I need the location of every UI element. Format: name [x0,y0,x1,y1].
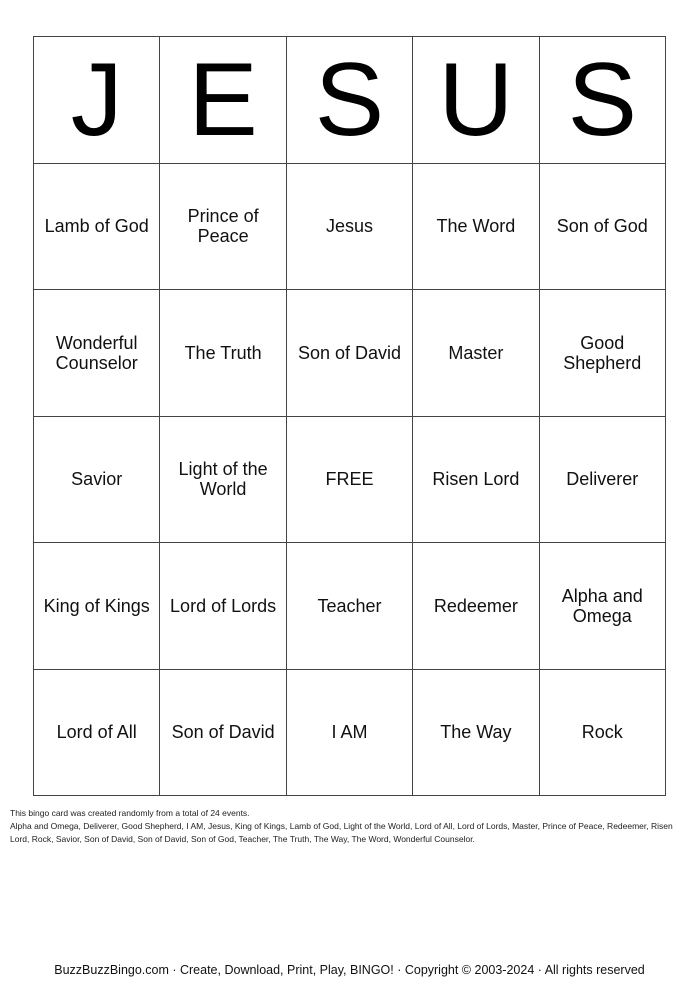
bingo-cell: Master [413,290,539,417]
bingo-cell: The Truth [160,290,286,417]
page-footer: BuzzBuzzBingo.com · Create, Download, Print, Play, BINGO! · Copyright © 2003-2024 · All rights reserved [54,963,645,977]
bingo-cell: Wonderful Counselor [34,290,160,417]
card-notes [10,807,690,846]
bingo-cell: Son of David [160,670,286,797]
bingo-cell: Son of God [540,164,666,291]
bingo-cell: Prince of Peace [160,164,286,291]
header-letter-s: S [287,37,413,164]
bingo-cell: Light of the World [160,417,286,544]
bingo-cell: Alpha and Omega [540,543,666,670]
free-space-cell: FREE [287,417,413,544]
bingo-cell: Risen Lord [413,417,539,544]
bingo-cell: Rock [540,670,666,797]
bingo-cell: Teacher [287,543,413,670]
bingo-cell: King of Kings [34,543,160,670]
notes-summary: This bingo card was created randomly from a total of 24 events. [10,808,250,818]
bingo-cell: The Word [413,164,539,291]
bingo-cell: Son of David [287,290,413,417]
bingo-cell: Lord of Lords [160,543,286,670]
bingo-cell: Savior [34,417,160,544]
bingo-cell: Deliverer [540,417,666,544]
bingo-cell: Lord of All [34,670,160,797]
header-letter-s-2: S [540,37,666,164]
header-letter-j: J [34,37,160,164]
header-letter-u: U [413,37,539,164]
header-letter-e: E [160,37,286,164]
bingo-cell: Redeemer [413,543,539,670]
bingo-cell: Lamb of God [34,164,160,291]
bingo-cell: Jesus [287,164,413,291]
bingo-cell: I AM [287,670,413,797]
bingo-cell: Good Shepherd [540,290,666,417]
notes-events-list: Alpha and Omega, Deliverer, Good Shepherd, I AM, Jesus, King of Kings, Lamb of God, Light of the World, Lord of All, Lord of Lords, Master, Prince of Peace, Redeemer, Risen Lord, Rock, Savior, Son of David, Son of David, Son of God, Teacher, The Truth, The Way, The Word, Wonderful Counselor. [10,821,673,844]
bingo-card [33,36,666,796]
bingo-cell: The Way [413,670,539,797]
